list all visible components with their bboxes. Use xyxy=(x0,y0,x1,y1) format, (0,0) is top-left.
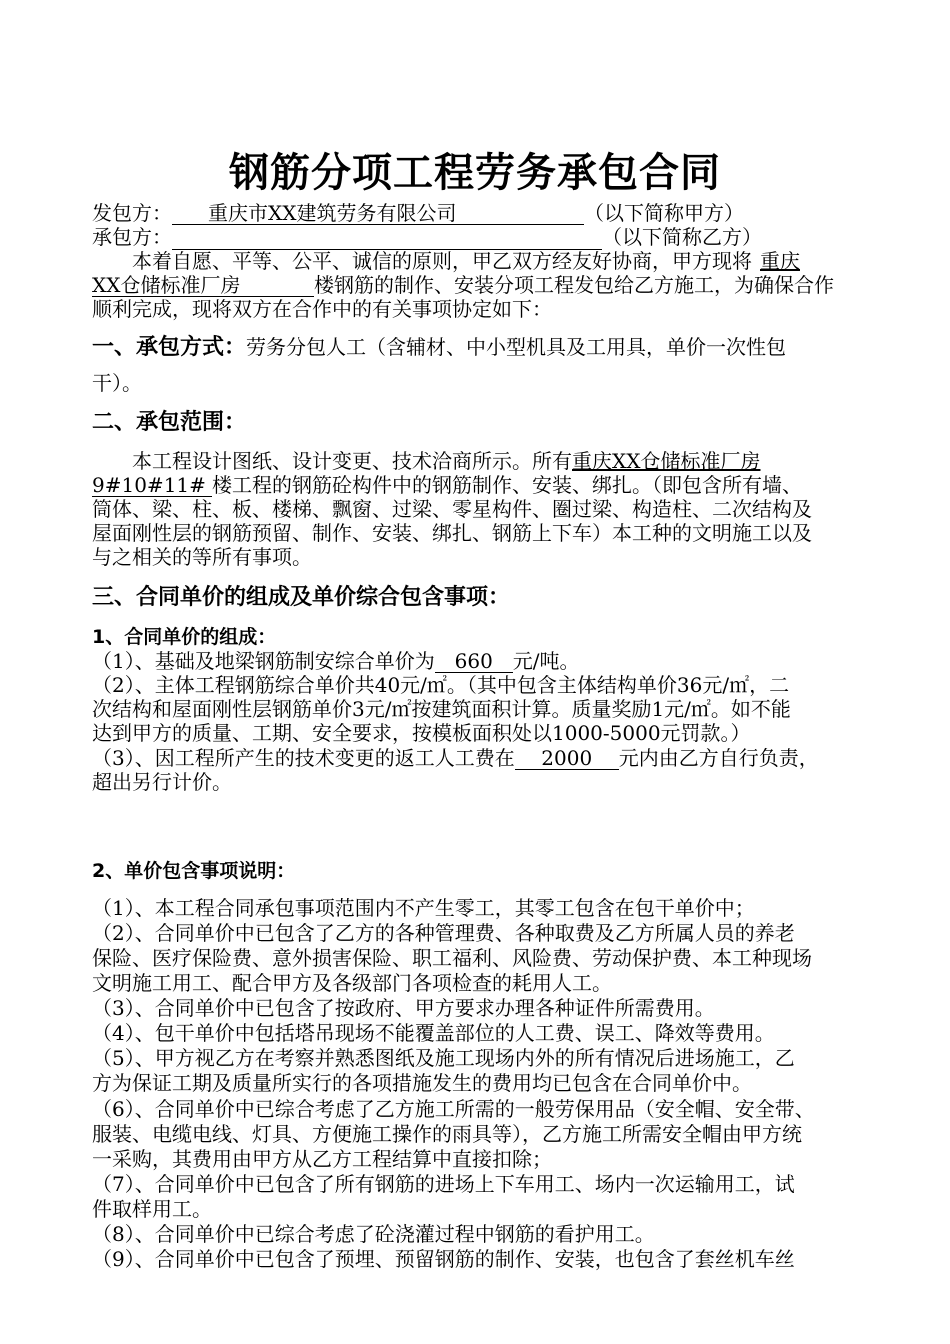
inclusion-line: 保险、医疗保险费、意外损害保险、职工福利、风险费、劳动保护费、本工种现场 xyxy=(92,946,812,970)
party-b-line xyxy=(92,224,762,250)
section-1-line-1 xyxy=(92,334,786,361)
inclusion-line: （2）、合同单价中已包含了乙方的各种管理费、各种取费及乙方所属人员的养老 xyxy=(92,921,795,945)
section-1-text: 劳务分包人工（含辅材、中小型机具及工用具，单价一次性包 xyxy=(246,335,787,359)
party-a-suffix: （以下简称甲方） xyxy=(584,201,744,225)
party-b-value xyxy=(172,227,602,250)
party-b-label: 承包方： xyxy=(92,225,172,249)
item-3-line-1 xyxy=(92,745,819,771)
section-2-line-2 xyxy=(92,472,802,498)
inclusion-line: 文明施工用工、配合甲方及各级部门各项检查的耗用人工。 xyxy=(92,971,612,995)
inclusion-line: （5）、甲方视乙方在考察并熟悉图纸及施工现场内外的所有情况后进场施工，乙 xyxy=(92,1046,795,1070)
item-2-line-3: 达到甲方的质量、工期、安全要求，按模板面积处以1000-5000元罚款。） xyxy=(92,721,751,745)
section-3-heading: 三、合同单价的组成及单价综合包含事项： xyxy=(92,585,511,610)
item-3-line-2: 超出另行计价。 xyxy=(92,770,232,794)
subsection-2-heading: 2、单价包含事项说明： xyxy=(92,860,296,882)
party-a-line xyxy=(92,200,744,226)
item-2-line-1: （2）、主体工程钢筋综合单价共40元/㎡。（其中包含主体结构单价36元/㎡，二 xyxy=(92,673,790,697)
party-b-suffix: （以下简称乙方） xyxy=(602,225,762,249)
section-2-heading: 二、承包范围： xyxy=(92,410,247,435)
section-1-heading: 一、承包方式： xyxy=(92,335,247,360)
inclusion-line: （7）、合同单价中已包含了所有钢筋的进场上下车用工、场内一次运输用工，试 xyxy=(92,1172,795,1196)
rework-limit: 2000 xyxy=(515,747,619,770)
item-2-line-2: 次结构和屋面刚性层钢筋单价3元/㎡按建筑面积计算。质量奖励1元/㎡。如不能 xyxy=(92,697,791,721)
intro-line-3: 顺利完成，现将双方在合作中的有关事项协定如下： xyxy=(92,297,552,321)
inclusion-line: （1）、本工程合同承包事项范围内不产生零工，其零工包含在包干单价中； xyxy=(92,896,755,920)
foundation-price: 660 xyxy=(435,650,513,673)
section-2-line-3: 筒体、梁、柱、板、楼梯、飘窗、过梁、零星构件、圈过梁、构造柱、二次结构及 xyxy=(92,497,812,521)
item-text: 元/吨。 xyxy=(512,649,580,673)
intro-text: 楼钢筋的制作、安装分项工程发包给乙方施工，为确保合作 xyxy=(314,273,834,297)
inclusion-line: 一采购，其费用由甲方从乙方工程结算中直接扣除； xyxy=(92,1147,552,1171)
item-text: 元内由乙方自行负责， xyxy=(618,746,819,770)
inclusion-line: 服装、电缆电线、灯具、方便施工操作的雨具等），乙方施工所需安全帽由甲方统 xyxy=(92,1122,802,1146)
party-a-value: 重庆市XX建筑劳务有限公司 xyxy=(172,202,584,225)
inclusion-line: （6）、合同单价中已综合考虑了乙方施工所需的一般劳保用品（安全帽、安全带、 xyxy=(92,1097,815,1121)
document-title: 钢筋分项工程劳务承包合同 xyxy=(229,150,721,196)
intro-line-2 xyxy=(92,272,834,298)
section-2-line-5: 与之相关的等所有事项。 xyxy=(92,545,312,569)
party-a-label: 发包方： xyxy=(92,201,172,225)
item-text: （1）、基础及地梁钢筋制安综合单价为 xyxy=(92,649,435,673)
building-numbers: 9#10#11# xyxy=(92,474,212,497)
section-2-text: 楼工程的钢筋砼构件中的钢筋制作、安装、绑扎。（即包含所有墙、 xyxy=(212,473,802,497)
section-1-line-2: 干）。 xyxy=(92,371,142,395)
inclusion-line: （9）、合同单价中已包含了预埋、预留钢筋的制作、安装，也包含了套丝机车丝 xyxy=(92,1247,795,1271)
inclusion-line: 件取样用工。 xyxy=(92,1197,212,1221)
item-1 xyxy=(92,648,579,674)
intro-text: 本着自愿、平等、公平、诚信的原则，甲乙双方经友好协商，甲方现将 xyxy=(132,249,752,273)
section-2-line-4: 屋面刚性层的钢筋预留、制作、安装、绑扎、钢筋上下车）本工种的文明施工以及 xyxy=(92,521,812,545)
intro-line-1 xyxy=(132,248,800,274)
inclusion-line: （8）、合同单价中已综合考虑了砼浇灌过程中钢筋的看护用工。 xyxy=(92,1222,655,1246)
project-name: 重庆XX仓储标准厂房 xyxy=(572,449,761,473)
subsection-1-heading: 1、合同单价的组成： xyxy=(92,626,277,648)
inclusion-line: （4）、包干单价中包括塔吊现场不能覆盖部位的人工费、误工、降效等费用。 xyxy=(92,1021,775,1045)
project-name-part2: XX仓储标准厂房 xyxy=(92,274,314,297)
section-2-text: 本工程设计图纸、设计变更、技术洽商所示。所有 xyxy=(132,449,572,473)
section-2-line-1 xyxy=(132,448,760,474)
inclusion-line: 方为保证工期及质量所实行的各项措施发生的费用均已包含在合同单价中。 xyxy=(92,1071,752,1095)
inclusion-line: （3）、合同单价中已包含了按政府、甲方要求办理各种证件所需费用。 xyxy=(92,996,715,1020)
item-text: （3）、因工程所产生的技术变更的返工人工费在 xyxy=(92,746,515,770)
project-name-part1: 重庆 xyxy=(760,249,800,273)
